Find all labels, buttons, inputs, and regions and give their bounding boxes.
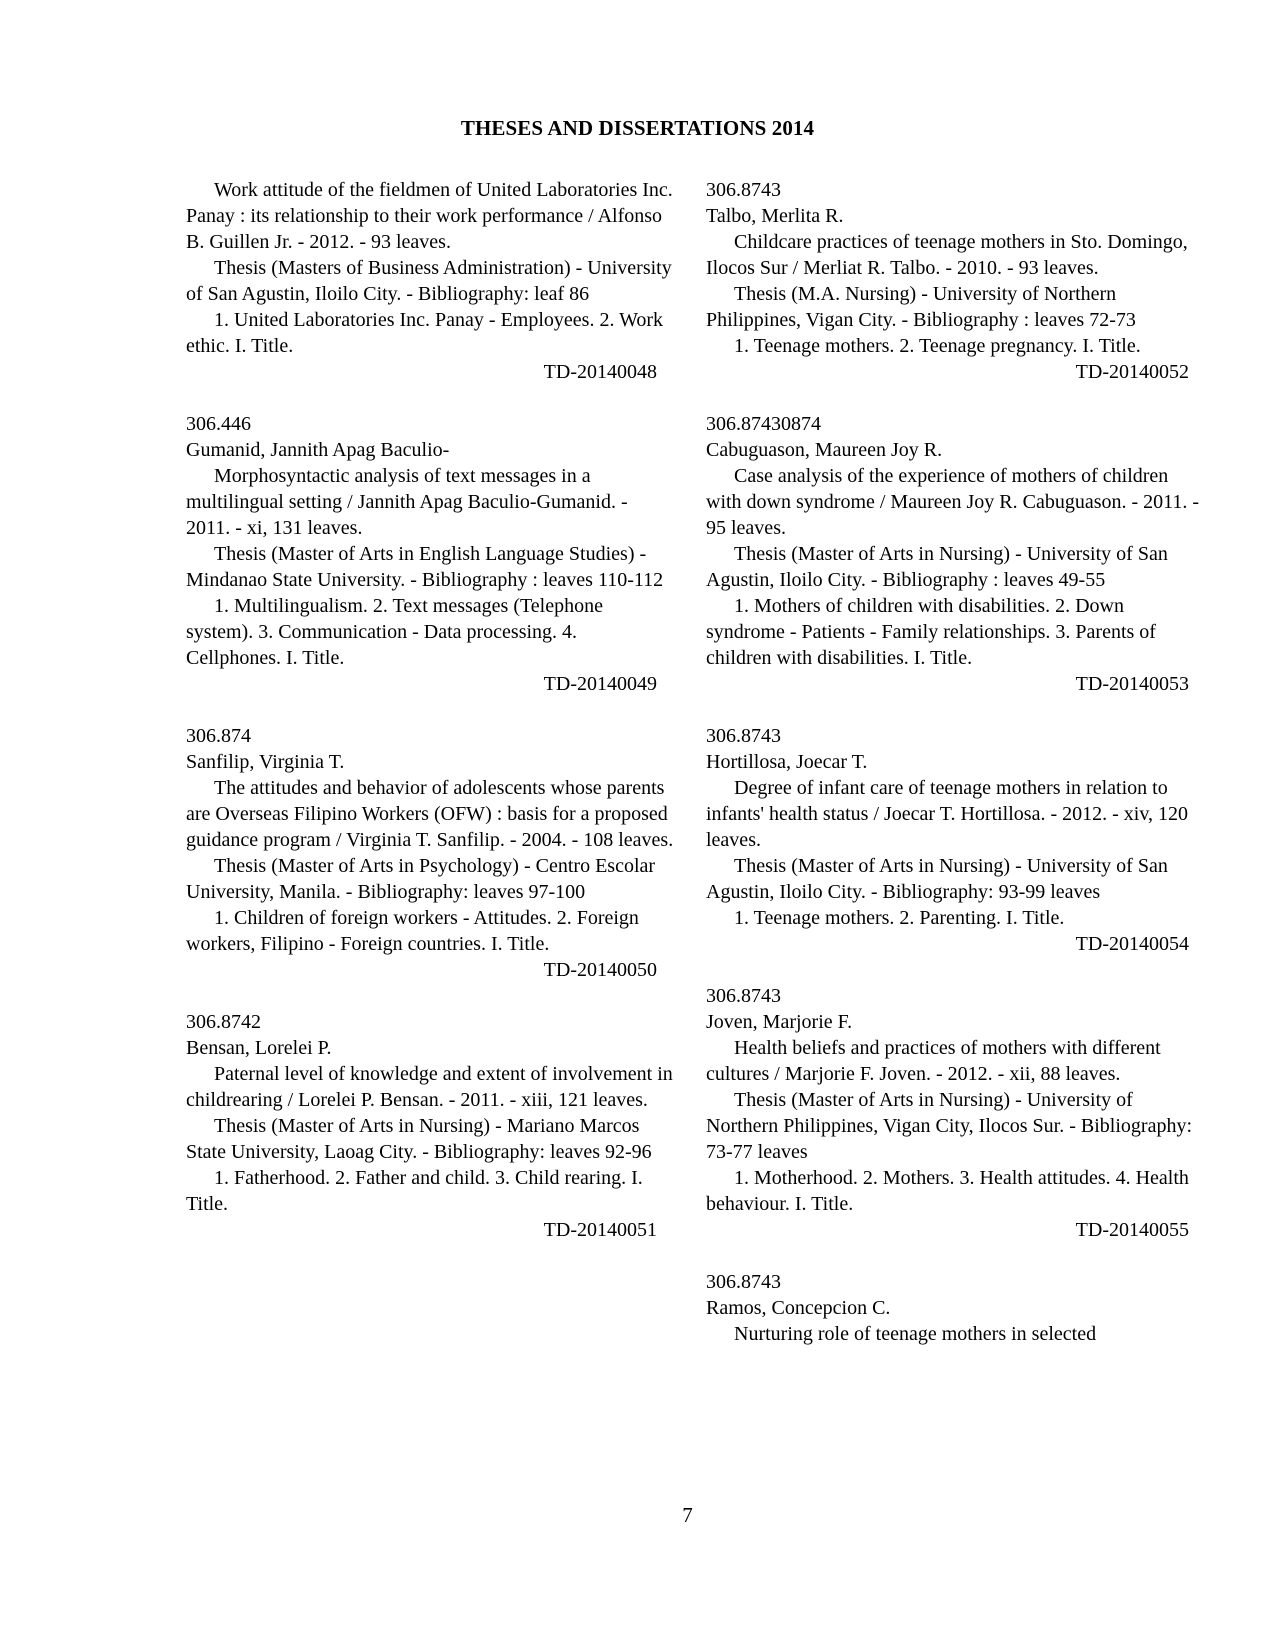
entry-thesis-note: Thesis (M.A. Nursing) - University of Northern Philippines, Vigan City. - Bibliography : leaves 72-73 bbox=[706, 283, 1136, 331]
entry-call-number: 306.8743 bbox=[706, 725, 781, 747]
entry-author: Talbo, Merlita R. bbox=[706, 205, 844, 227]
page-number: 7 bbox=[682, 1503, 693, 1527]
entry-subjects: 1. Mothers of children with disabilities. 2. Down syndrome - Patients - Family relationships. 3. Parents of children with disabilities. I. Title. bbox=[706, 595, 1156, 669]
entry-thesis-note: Thesis (Master of Arts in Psychology) - Centro Escolar University, Manila. - Bibliography: leaves 97-100 bbox=[186, 855, 656, 903]
entry-author: Joven, Marjorie F. bbox=[706, 1011, 853, 1033]
entry-subjects: 1. Motherhood. 2. Mothers. 3. Health attitudes. 4. Health behaviour. I. Title. bbox=[706, 1167, 1189, 1215]
entry-title: The attitudes and behavior of adolescents whose parents are Overseas Filipino Workers (OFW) : basis for a proposed guidance program / Virginia T. Sanfilip. - 2004. - 108 leaves. bbox=[186, 777, 674, 851]
entry-subjects: 1. Multilingualism. 2. Text messages (Telephone system). 3. Communication - Data processing. 4. Cellphones. I. Title. bbox=[186, 595, 603, 669]
entry-author: Sanfilip, Virginia T. bbox=[186, 751, 345, 773]
entry-subjects: 1. United Laboratories Inc. Panay - Employees. 2. Work ethic. I. Title. bbox=[186, 309, 664, 357]
left-column bbox=[186, 177, 674, 1269]
catalog-entry bbox=[186, 1009, 674, 1243]
entry-td-number: TD-20140052 bbox=[1075, 361, 1189, 383]
entry-call-number: 306.8742 bbox=[186, 1011, 261, 1033]
entry-call-number: 306.446 bbox=[186, 413, 251, 435]
catalog-entry bbox=[706, 1269, 1206, 1347]
entry-author: Gumanid, Jannith Apag Baculio- bbox=[186, 439, 450, 461]
catalog-entry bbox=[186, 411, 674, 697]
entry-thesis-note: Thesis (Master of Arts in Nursing) - University of San Agustin, Iloilo City. - Bibliography : leaves 49-55 bbox=[706, 543, 1168, 591]
entry-thesis-note: Thesis (Masters of Business Administration) - University of San Agustin, Iloilo City. - Bibliography: leaf 86 bbox=[186, 257, 672, 305]
entry-title: Case analysis of the experience of mothers of children with down syndrome / Maureen Joy R. Cabuguason. - 2011. - 95 leaves. bbox=[706, 465, 1200, 539]
entry-subjects: 1. Teenage mothers. 2. Parenting. I. Title. bbox=[734, 907, 1065, 929]
entry-td-number: TD-20140055 bbox=[1075, 1219, 1189, 1241]
entry-author: Hortillosa, Joecar T. bbox=[706, 751, 868, 773]
entry-title: Degree of infant care of teenage mothers in relation to infants' health status / Joecar T. Hortillosa. - 2012. - xiv, 120 leaves. bbox=[706, 777, 1189, 851]
entry-author: Bensan, Lorelei P. bbox=[186, 1037, 332, 1059]
entry-thesis-note: Thesis (Master of Arts in English Language Studies) - Mindanao State University. - Bibliography : leaves 110-112 bbox=[186, 543, 664, 591]
entry-call-number: 306.8743 bbox=[706, 1271, 781, 1293]
entry-author: Ramos, Concepcion C. bbox=[706, 1297, 891, 1319]
entry-subjects: 1. Fatherhood. 2. Father and child. 3. Child rearing. I. Title. bbox=[186, 1167, 643, 1215]
entry-td-number: TD-20140053 bbox=[1075, 673, 1189, 695]
entry-subjects: 1. Children of foreign workers - Attitudes. 2. Foreign workers, Filipino - Foreign countries. I. Title. bbox=[186, 907, 639, 955]
right-column bbox=[706, 177, 1206, 1373]
entry-title: Health beliefs and practices of mothers with different cultures / Marjorie F. Joven. - 2012. - xii, 88 leaves. bbox=[706, 1037, 1161, 1085]
catalog-entry bbox=[706, 177, 1206, 385]
entry-td-number: TD-20140051 bbox=[543, 1219, 657, 1241]
entry-author: Cabuguason, Maureen Joy R. bbox=[706, 439, 943, 461]
entry-thesis-note: Thesis (Master of Arts in Nursing) - University of San Agustin, Iloilo City. - Bibliography: 93-99 leaves bbox=[706, 855, 1168, 903]
entry-call-number: 306.874 bbox=[186, 725, 251, 747]
entry-td-number: TD-20140050 bbox=[543, 959, 657, 981]
entry-call-number: 306.87430874 bbox=[706, 413, 821, 435]
catalog-entry bbox=[706, 411, 1206, 697]
entry-title: Nurturing role of teenage mothers in selected bbox=[734, 1323, 1097, 1345]
entry-call-number: 306.8743 bbox=[706, 179, 781, 201]
entry-thesis-note: Thesis (Master of Arts in Nursing) - University of Northern Philippines, Vigan City, Ilocos Sur. - Bibliography: 73-77 leaves bbox=[706, 1089, 1192, 1163]
entry-title: Work attitude of the fieldmen of United Laboratories Inc. Panay : its relationship to their work performance / Alfonso B. Guillen Jr. - 2012. - 93 leaves. bbox=[186, 179, 673, 253]
entry-call-number: 306.8743 bbox=[706, 985, 781, 1007]
entry-title: Morphosyntactic analysis of text messages in a multilingual setting / Jannith Apag Baculio-Gumanid. - 2011. - xi, 131 leaves. bbox=[186, 465, 628, 539]
entry-title: Paternal level of knowledge and extent of involvement in childrearing / Lorelei P. Bensan. - 2011. - xiii, 121 leaves. bbox=[186, 1063, 673, 1111]
entry-td-number: TD-20140049 bbox=[543, 673, 657, 695]
catalog-entry bbox=[706, 983, 1206, 1243]
page-title: THESES AND DISSERTATIONS 2014 bbox=[460, 116, 815, 140]
entry-title: Childcare practices of teenage mothers in Sto. Domingo, Ilocos Sur / Merliat R. Talbo. - 2010. - 93 leaves. bbox=[706, 231, 1188, 279]
catalog-entry bbox=[186, 177, 674, 385]
entry-td-number: TD-20140054 bbox=[1075, 933, 1189, 955]
catalog-entry bbox=[186, 723, 674, 983]
entry-subjects: 1. Teenage mothers. 2. Teenage pregnancy. I. Title. bbox=[734, 335, 1141, 357]
entry-td-number: TD-20140048 bbox=[543, 361, 657, 383]
entry-thesis-note: Thesis (Master of Arts in Nursing) - Mariano Marcos State University, Laoag City. - Bibliography: leaves 92-96 bbox=[186, 1115, 652, 1163]
catalog-entry bbox=[706, 723, 1206, 957]
